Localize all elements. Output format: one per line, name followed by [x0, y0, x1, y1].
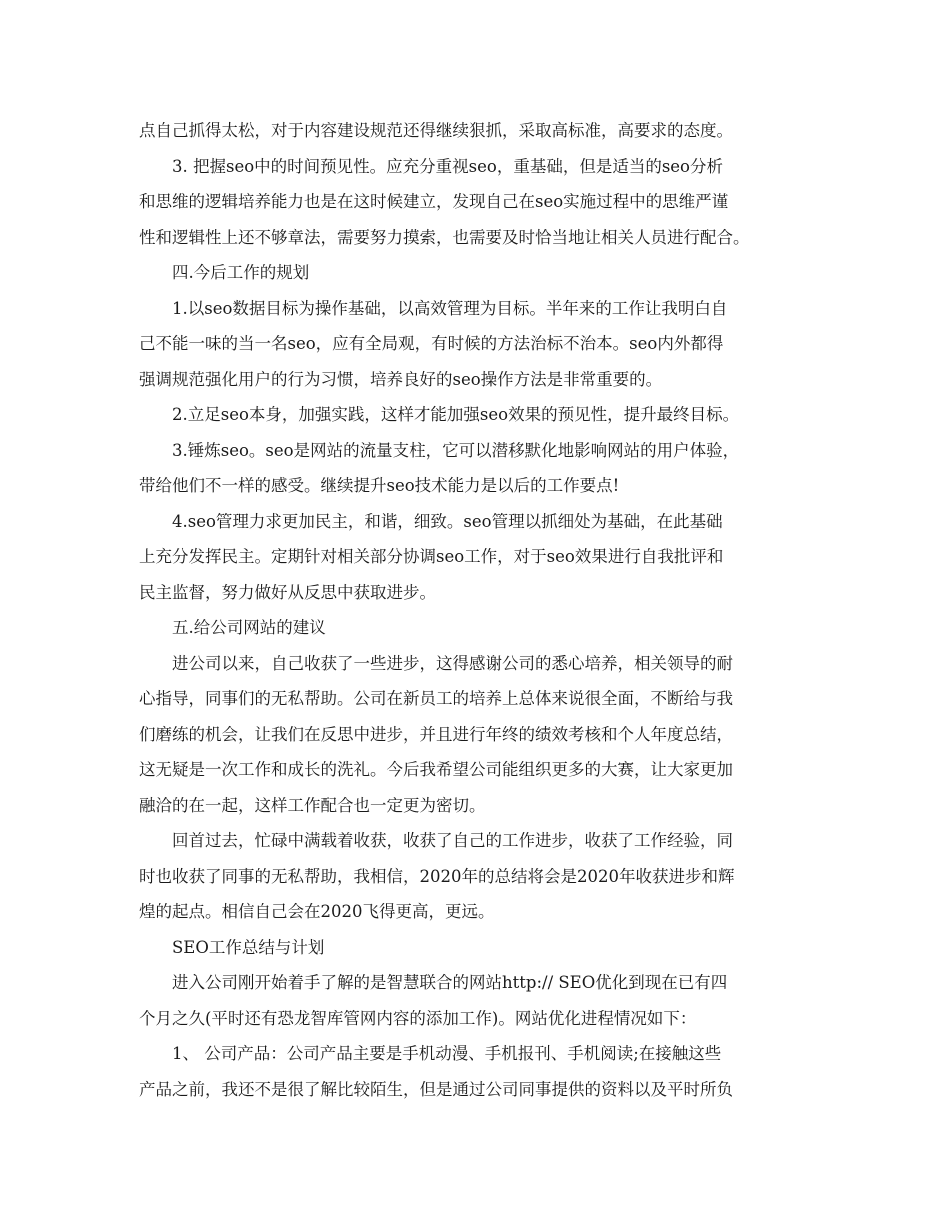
text-line: 个月之久(平时还有恐龙智库管网内容的添加工作)。网站优化进程情况如下： — [139, 1008, 697, 1028]
text-line: 2.立足seo本身，加强实践，这样才能加强seo效果的预见性，提升最终目标。 — [172, 405, 740, 424]
text-line: 强调规范强化用户的行为习惯，培养良好的seo操作方法是非常重要的。 — [139, 369, 663, 389]
text-line: 进入公司刚开始着手了解的是智慧联合的网站http:// SEO优化到现在已有四 — [172, 973, 728, 992]
text-line: 1.以seo数据目标为操作基础，以高效管理为目标。半年来的工作让我明白自 — [172, 298, 728, 318]
text-line: 们磨练的机会，让我们在反思中进步，并且进行年终的绩效考核和个人年度总结， — [139, 724, 733, 744]
text-line: 上充分发挥民主。定期针对相关部分协调seo工作，对于seo效果进行自我批评和 — [139, 547, 724, 566]
text-line: 民主监督，努力做好从反思中获取进步。 — [139, 582, 436, 602]
text-line: 这无疑是一次工作和成长的洗礼。今后我希望公司能组织更多的大赛，让大家更加 — [139, 760, 733, 779]
text-line: 3. 把握seo中的时间预见性。应充分重视seo，重基础，但是适当的seo分析 — [172, 156, 723, 176]
text-line: 4.seo管理力求更加民主，和谐，细致。seo管理以抓细处为基础，在此基础 — [172, 511, 723, 531]
text-line: 性和逻辑性上还不够章法，需要努力摸索，也需要及时恰当地让相关人员进行配合。 — [139, 227, 750, 247]
text-line: 带给他们不一样的感受。继续提升seo技术能力是以后的工作要点! — [139, 476, 620, 495]
text-line: 融洽的在一起，这样工作配合也一定更为密切。 — [139, 795, 486, 815]
text-line: 进公司以来，自己收获了一些进步，这得感谢公司的悉心培养，相关领导的耐 — [172, 653, 733, 673]
text-line: 心指导，同事们的无私帮助。公司在新员工的培养上总体来说很全面，不断给与我 — [139, 689, 733, 708]
text-line: 产品之前，我还不是很了解比较陌生，但是通过公司同事提供的资料以及平时所负 — [139, 1079, 733, 1099]
text-line: 3.锤炼seo。seo是网站的流量支柱，它可以潜移默化地影响网站的用户体验， — [172, 440, 740, 460]
text-line: 五.给公司网站的建议 — [172, 618, 326, 637]
text-line: SEO工作总结与计划 — [172, 937, 325, 957]
text-line: 时也收获了同事的无私帮助，我相信，2020年的总结将会是2020年收获进步和辉 — [139, 866, 735, 886]
text-line: 四.今后工作的规划 — [172, 263, 310, 282]
text-line: 己不能一味的当一名seo，应有全局观，有时候的方法治标不治本。seo内外都得 — [139, 334, 724, 353]
text-line: 1、 公司产品：公司产品主要是手机动漫、手机报刊、手机阅读;在接触这些 — [172, 1044, 722, 1063]
text-line: 煌的起点。相信自己会在2020飞得更高，更远。 — [139, 902, 495, 921]
document-body — [139, 113, 819, 1107]
text-line: 点自己抓得太松，对于内容建设规范还得继续狠抓，采取高标准，高要求的态度。 — [139, 121, 733, 140]
text-line: 和思维的逻辑培养能力也是在这时候建立，发现自己在seo实施过程中的思维严谨 — [139, 192, 729, 211]
text-line: 回首过去，忙碌中满载着收获，收获了自己的工作进步，收获了工作经验，同 — [172, 831, 733, 850]
